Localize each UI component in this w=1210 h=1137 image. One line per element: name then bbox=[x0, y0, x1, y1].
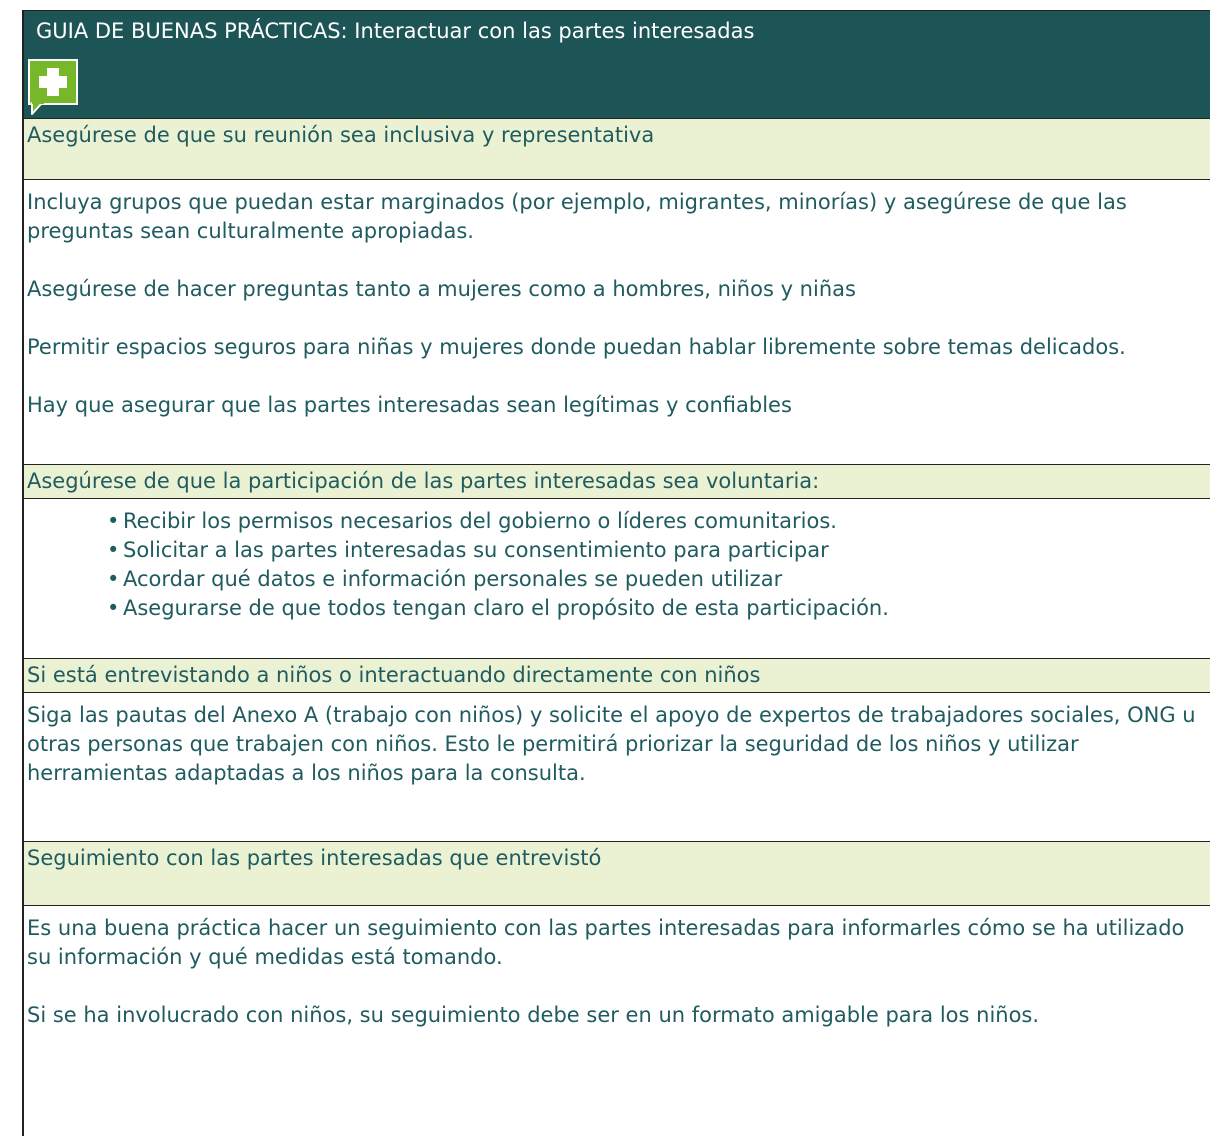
section-heading-text: Seguimiento con las partes interesadas que entrevistó bbox=[27, 846, 602, 870]
section-heading bbox=[22, 842, 1210, 906]
paragraph: Incluya grupos que puedan estar marginados (por ejemplo, migrantes, minorías) y asegúrese de que las preguntas sean culturalmente apropiadas. bbox=[27, 190, 1127, 243]
section-body bbox=[22, 180, 1210, 465]
paragraph: Siga las pautas del Anexo A (trabajo con niños) y solicite el apoyo de expertos de trabajadores sociales, ONG u otras personas que trabajen con niños. Esto le permitirá priorizar la seguridad de los niños y utilizar herramientas adaptadas a los niños para la consulta. bbox=[27, 703, 1196, 785]
list-item: • Solicitar a las partes interesadas su consentimiento para participar bbox=[123, 536, 1210, 565]
section-heading-text: Asegúrese de que su reunión sea inclusiva y representativa bbox=[27, 123, 655, 147]
list-item: • Acordar qué datos e información personales se pueden utilizar bbox=[123, 565, 1210, 594]
page-title: GUIA DE BUENAS PRÁCTICAS: Interactuar con las partes interesadas bbox=[36, 19, 755, 43]
bullet-list bbox=[27, 507, 1210, 623]
list-item: • Asegurarse de que todos tengan claro el propósito de esta participación. bbox=[123, 594, 1210, 623]
section-heading bbox=[22, 465, 1210, 499]
section-heading-text: Asegúrese de que la participación de las partes interesadas sea voluntaria: bbox=[27, 469, 820, 493]
section-heading bbox=[22, 659, 1210, 693]
speech-bubble-plus-icon bbox=[28, 59, 78, 115]
header-row bbox=[22, 10, 1210, 119]
section-heading bbox=[22, 119, 1210, 180]
paragraph: Asegúrese de hacer preguntas tanto a mujeres como a hombres, niños y niñas bbox=[27, 277, 856, 301]
section-body bbox=[22, 906, 1210, 1136]
list-item: • Recibir los permisos necesarios del gobierno o líderes comunitarios. bbox=[123, 507, 1210, 536]
guide-table bbox=[22, 10, 1210, 1136]
paragraph: Es una buena práctica hacer un seguimiento con las partes interesadas para informarles cómo se ha utilizado su información y qué medidas está tomando. bbox=[27, 916, 1185, 969]
section-body bbox=[22, 499, 1210, 659]
paragraph: Permitir espacios seguros para niñas y mujeres donde puedan hablar libremente sobre temas delicados. bbox=[27, 335, 1126, 359]
paragraph: Hay que asegurar que las partes interesadas sean legítimas y confiables bbox=[27, 393, 792, 417]
section-heading-text: Si está entrevistando a niños o interactuando directamente con niños bbox=[27, 663, 761, 687]
section-body bbox=[22, 693, 1210, 842]
paragraph: Si se ha involucrado con niños, su seguimiento debe ser en un formato amigable para los niños. bbox=[27, 1003, 1040, 1027]
